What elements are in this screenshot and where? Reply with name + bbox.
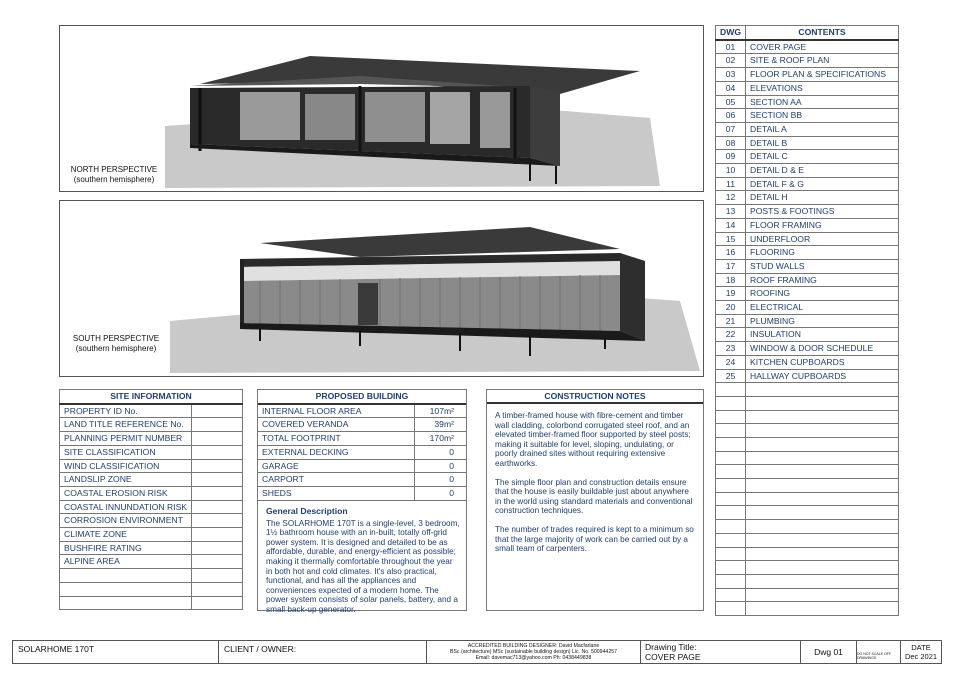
construction-notes-title: CONSTRUCTION NOTES xyxy=(487,390,703,404)
site-information-table xyxy=(59,389,243,610)
proposed-building-value: 0 xyxy=(414,459,466,473)
site-info-row xyxy=(60,500,243,514)
site-info-value xyxy=(192,473,243,487)
contents-drawing-title: INSULATION xyxy=(746,328,899,342)
contents-drawing-title: DETAIL B xyxy=(746,136,899,150)
site-info-label: PLANNING PERMIT NUMBER xyxy=(60,432,192,446)
contents-row xyxy=(716,438,899,452)
contents-dwg-number: 07 xyxy=(716,122,746,136)
contents-dwg-number: 03 xyxy=(716,68,746,82)
proposed-building-value: 107m² xyxy=(414,404,466,418)
contents-dwg-number: 19 xyxy=(716,287,746,301)
site-info-value xyxy=(192,541,243,555)
site-info-label: ALPINE AREA xyxy=(60,555,192,569)
construction-notes-paragraph-1: A timber-framed house with fibre-cement and timber wall cladding, colorbond corrugated steel roof, and an elevated timber-framed floor supported by steel posts; making it suitable for level, sloping, undulating, or poorly drained sites without requiring extensive earthworks. xyxy=(495,411,691,468)
date-cell xyxy=(901,641,941,663)
proposed-building-table xyxy=(257,389,467,614)
scale-note: DO NOT SCALE OFF DRAWINGS xyxy=(857,652,891,660)
contents-row xyxy=(716,574,899,588)
site-info-value xyxy=(192,500,243,514)
contents-dwg-number: 05 xyxy=(716,95,746,109)
proposed-building-row xyxy=(258,404,466,418)
contents-dwg-number xyxy=(716,410,746,424)
client-owner-label: CLIENT / OWNER: xyxy=(224,644,297,654)
site-info-label xyxy=(60,582,192,596)
contents-dwg-number: 10 xyxy=(716,164,746,178)
contents-table xyxy=(715,25,899,616)
contents-drawing-title: PLUMBING xyxy=(746,314,899,328)
contents-dwg-number: 17 xyxy=(716,259,746,273)
general-description-text: The SOLARHOME 170T is a single-level, 3 bedroom, 1½ bathroom house with an in-built, totally off-grid power system. It is designed and detailed to be as affordable, durable, and energy-efficient as possible; making it thermally comfortable throughout the year in both hot and cold climates. It's also practical, functional, and has all the appliances and conveniences expected of a modern home. The power system consists of solar panels, battery, and a small back-up generator. xyxy=(266,518,460,614)
contents-dwg-number: 21 xyxy=(716,314,746,328)
contents-row xyxy=(716,218,899,232)
site-info-row xyxy=(60,459,243,473)
contents-row xyxy=(716,54,899,68)
contents-dwg-number xyxy=(716,574,746,588)
site-info-label: COASTAL EROSION RISK xyxy=(60,486,192,500)
contents-row xyxy=(716,40,899,54)
site-info-row xyxy=(60,418,243,432)
site-info-row xyxy=(60,555,243,569)
site-info-value xyxy=(192,404,243,418)
contents-row xyxy=(716,109,899,123)
contents-row xyxy=(716,547,899,561)
site-info-label: BUSHFIRE RATING xyxy=(60,541,192,555)
north-perspective-title: NORTH PERSPECTIVE xyxy=(70,165,158,174)
site-info-value xyxy=(192,418,243,432)
contents-dwg-number: 23 xyxy=(716,342,746,356)
contents-drawing-title xyxy=(746,561,899,575)
contents-row xyxy=(716,465,899,479)
site-info-row xyxy=(60,569,243,583)
date-value: Dec 2021 xyxy=(904,652,938,661)
contents-drawing-title xyxy=(746,396,899,410)
drawing-title-cell xyxy=(641,641,801,663)
contents-drawing-title: ELECTRICAL xyxy=(746,301,899,315)
site-info-row xyxy=(60,596,243,610)
site-info-value xyxy=(192,582,243,596)
contents-row xyxy=(716,328,899,342)
site-info-row xyxy=(60,582,243,596)
site-info-label: CORROSION ENVIRONMENT xyxy=(60,514,192,528)
contents-row xyxy=(716,232,899,246)
site-info-value xyxy=(192,459,243,473)
site-info-value xyxy=(192,596,243,610)
contents-drawing-title: FLOOR FRAMING xyxy=(746,218,899,232)
contents-row xyxy=(716,342,899,356)
site-info-label: SITE CLASSIFICATION xyxy=(60,445,192,459)
contents-drawing-title: SECTION BB xyxy=(746,109,899,123)
proposed-building-label: TOTAL FOOTPRINT xyxy=(258,432,414,446)
construction-notes-paragraph-2: The simple floor plan and construction details ensure that the house is easily buildable just about anywhere in the world using standard materials and conventional construction techniques. xyxy=(495,477,693,516)
contents-dwg-number xyxy=(716,479,746,493)
contents-drawing-title xyxy=(746,438,899,452)
contents-row xyxy=(716,479,899,493)
contents-dwg-number xyxy=(716,438,746,452)
contents-drawing-title: KITCHEN CUPBOARDS xyxy=(746,355,899,369)
contents-drawing-title: SECTION AA xyxy=(746,95,899,109)
contents-drawing-title: DETAIL C xyxy=(746,150,899,164)
contents-drawing-title: COVER PAGE xyxy=(746,40,899,54)
south-perspective-panel xyxy=(59,200,704,377)
contents-dwg-number xyxy=(716,506,746,520)
dwg-number-cell xyxy=(801,641,857,663)
contents-drawing-title: WINDOW & DOOR SCHEDULE xyxy=(746,342,899,356)
proposed-building-label: CARPORT xyxy=(258,473,414,487)
contents-dwg-number: 15 xyxy=(716,232,746,246)
contents-drawing-title xyxy=(746,451,899,465)
contents-drawing-title: FLOOR PLAN & SPECIFICATIONS xyxy=(746,68,899,82)
site-info-value xyxy=(192,528,243,542)
site-info-label: WIND CLASSIFICATION xyxy=(60,459,192,473)
contents-row xyxy=(716,492,899,506)
contents-drawing-title xyxy=(746,492,899,506)
contents-dwg-number xyxy=(716,547,746,561)
site-info-label xyxy=(60,596,192,610)
north-perspective-panel xyxy=(59,25,704,192)
construction-notes-paragraph-3: The number of trades required is kept to a minimum so that the large majority of work can be carried out by a small team of carpenters. xyxy=(495,524,694,554)
contents-dwg-number xyxy=(716,520,746,534)
site-info-label: COASTAL INNUNDATION RISK xyxy=(60,500,192,514)
proposed-building-title: PROPOSED BUILDING xyxy=(258,390,466,404)
contents-dwg-number xyxy=(716,451,746,465)
contents-row xyxy=(716,150,899,164)
contents-dwg-number: 16 xyxy=(716,246,746,260)
site-info-label: LANDSLIP ZONE xyxy=(60,473,192,487)
contents-dwg-number xyxy=(716,465,746,479)
contents-row xyxy=(716,81,899,95)
contents-row xyxy=(716,205,899,219)
contents-drawing-title xyxy=(746,574,899,588)
proposed-building-row xyxy=(258,473,466,487)
contents-row xyxy=(716,451,899,465)
proposed-building-value: 39m² xyxy=(414,418,466,432)
site-info-label: PROPERTY ID No. xyxy=(60,404,192,418)
proposed-building-row xyxy=(258,445,466,459)
contents-row xyxy=(716,410,899,424)
contents-drawing-title: POSTS & FOOTINGS xyxy=(746,205,899,219)
south-perspective-subtitle: (southern hemisphere) xyxy=(75,344,157,353)
contents-title-header: CONTENTS xyxy=(746,26,899,40)
contents-dwg-number: 02 xyxy=(716,54,746,68)
contents-drawing-title: ROOFING xyxy=(746,287,899,301)
site-info-row xyxy=(60,528,243,542)
contents-drawing-title xyxy=(746,424,899,438)
site-info-row xyxy=(60,404,243,418)
proposed-building-label: GARAGE xyxy=(258,459,414,473)
contents-drawing-title xyxy=(746,410,899,424)
contents-drawing-title: FLOORING xyxy=(746,246,899,260)
contents-row xyxy=(716,424,899,438)
contents-drawing-title xyxy=(746,588,899,602)
contents-drawing-title: DETAIL A xyxy=(746,122,899,136)
site-info-row xyxy=(60,445,243,459)
contents-dwg-number: 24 xyxy=(716,355,746,369)
contents-row xyxy=(716,396,899,410)
contents-dwg-number: 13 xyxy=(716,205,746,219)
contents-dwg-number xyxy=(716,396,746,410)
contents-row xyxy=(716,177,899,191)
contents-dwg-number xyxy=(716,561,746,575)
contents-dwg-number xyxy=(716,492,746,506)
contents-dwg-number: 12 xyxy=(716,191,746,205)
contents-row xyxy=(716,287,899,301)
general-description-heading: General Description xyxy=(266,505,348,516)
contents-drawing-title: DETAIL F & G xyxy=(746,177,899,191)
proposed-building-value: 0 xyxy=(414,486,466,500)
proposed-building-row xyxy=(258,418,466,432)
site-info-value xyxy=(192,486,243,500)
contents-drawing-title xyxy=(746,506,899,520)
site-info-value xyxy=(192,514,243,528)
site-info-label xyxy=(60,569,192,583)
contents-dwg-number: 11 xyxy=(716,177,746,191)
contents-row xyxy=(716,314,899,328)
contents-dwg-number: 06 xyxy=(716,109,746,123)
contents-row xyxy=(716,95,899,109)
project-name: SOLARHOME 170T xyxy=(18,644,95,654)
designer-line-2: BSc (architecture) MSc (sustainable building design) Lic. No. 500944257 xyxy=(450,649,617,656)
contents-row xyxy=(716,273,899,287)
proposed-building-row xyxy=(258,459,466,473)
contents-row xyxy=(716,355,899,369)
title-block xyxy=(12,640,942,664)
site-info-row xyxy=(60,486,243,500)
proposed-building-label: INTERNAL FLOOR AREA xyxy=(258,404,414,418)
contents-dwg-number: 04 xyxy=(716,81,746,95)
contents-dwg-number: 08 xyxy=(716,136,746,150)
contents-drawing-title xyxy=(746,533,899,547)
contents-drawing-title xyxy=(746,465,899,479)
contents-drawing-title: STUD WALLS xyxy=(746,259,899,273)
contents-dwg-number: 20 xyxy=(716,301,746,315)
contents-dwg-number: 14 xyxy=(716,218,746,232)
contents-row xyxy=(716,602,899,616)
contents-drawing-title xyxy=(746,383,899,397)
contents-dwg-header: DWG xyxy=(716,26,746,40)
site-info-row xyxy=(60,514,243,528)
site-info-row xyxy=(60,541,243,555)
contents-drawing-title: DETAIL D & E xyxy=(746,164,899,178)
contents-dwg-number xyxy=(716,588,746,602)
site-information-title: SITE INFORMATION xyxy=(60,390,243,404)
contents-dwg-number xyxy=(716,602,746,616)
designer-line-1: ACCREDITED BUILDING DESIGNER: David Macfarlane xyxy=(467,643,600,649)
scale-note-cell xyxy=(857,641,901,663)
contents-dwg-number: 01 xyxy=(716,40,746,54)
contents-drawing-title: HALLWAY CUPBOARDS xyxy=(746,369,899,383)
contents-row xyxy=(716,246,899,260)
contents-row xyxy=(716,506,899,520)
contents-dwg-number: 25 xyxy=(716,369,746,383)
site-info-row xyxy=(60,432,243,446)
proposed-building-value: 170m² xyxy=(414,432,466,446)
contents-row xyxy=(716,520,899,534)
contents-drawing-title xyxy=(746,547,899,561)
date-label: DATE xyxy=(911,643,931,652)
contents-drawing-title: ELEVATIONS xyxy=(746,81,899,95)
proposed-building-label: SHEDS xyxy=(258,486,414,500)
contents-dwg-number: 22 xyxy=(716,328,746,342)
contents-row xyxy=(716,588,899,602)
site-info-row xyxy=(60,473,243,487)
contents-drawing-title xyxy=(746,520,899,534)
north-perspective-subtitle: (southern hemisphere) xyxy=(73,175,155,184)
contents-dwg-number: 09 xyxy=(716,150,746,164)
contents-row xyxy=(716,122,899,136)
site-info-label: LAND TITLE REFERENCE No. xyxy=(60,418,192,432)
contents-drawing-title: SITE & ROOF PLAN xyxy=(746,54,899,68)
client-cell xyxy=(219,641,427,663)
contents-dwg-number: 18 xyxy=(716,273,746,287)
proposed-building-row xyxy=(258,486,466,500)
dwg-number: Dwg 01 xyxy=(814,647,843,657)
contents-drawing-title xyxy=(746,479,899,493)
designer-cell xyxy=(427,641,641,663)
contents-dwg-number xyxy=(716,424,746,438)
contents-drawing-title: UNDERFLOOR xyxy=(746,232,899,246)
site-info-label: CLIMATE ZONE xyxy=(60,528,192,542)
contents-drawing-title: ROOF FRAMING xyxy=(746,273,899,287)
contents-row xyxy=(716,191,899,205)
drawing-title: COVER PAGE xyxy=(645,652,701,662)
site-info-value xyxy=(192,432,243,446)
contents-drawing-title: DETAIL H xyxy=(746,191,899,205)
contents-row xyxy=(716,301,899,315)
site-info-value xyxy=(192,555,243,569)
contents-row xyxy=(716,136,899,150)
site-info-value xyxy=(192,445,243,459)
south-perspective-title: SOUTH PERSPECTIVE xyxy=(72,334,160,343)
contents-drawing-title xyxy=(746,602,899,616)
contents-dwg-number xyxy=(716,383,746,397)
contents-row xyxy=(716,561,899,575)
contents-row xyxy=(716,369,899,383)
project-name-cell xyxy=(13,641,219,663)
contents-row xyxy=(716,383,899,397)
contents-dwg-number xyxy=(716,533,746,547)
proposed-building-value: 0 xyxy=(414,445,466,459)
contents-row xyxy=(716,68,899,82)
site-info-value xyxy=(192,569,243,583)
proposed-building-value: 0 xyxy=(414,473,466,487)
contents-row xyxy=(716,259,899,273)
contents-row xyxy=(716,164,899,178)
drawing-title-label: Drawing Title: xyxy=(645,642,697,652)
designer-line-3: Email: davemac713@yahoo.com Ph: 0438449838 xyxy=(475,655,592,662)
contents-row xyxy=(716,533,899,547)
construction-notes-panel xyxy=(486,389,704,611)
proposed-building-label: EXTERNAL DECKING xyxy=(258,445,414,459)
proposed-building-label: COVERED VERANDA xyxy=(258,418,414,432)
proposed-building-row xyxy=(258,432,466,446)
